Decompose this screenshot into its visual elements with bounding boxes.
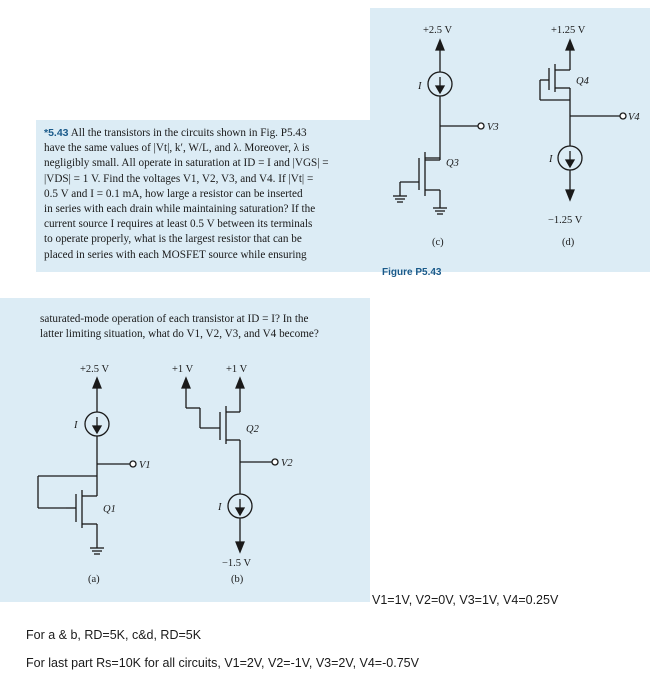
problem-cont-line-1: latter limiting situation, what do V1, V2, V3, and V4 become? <box>40 328 319 341</box>
circuit-c-supply: +2.5 V <box>423 25 453 36</box>
circuit-a-source-label: I <box>74 420 78 431</box>
problem-line-1: have the same values of |Vt|, k′, W/L, and λ. Moreover, λ is <box>44 142 310 155</box>
circuit-b <box>182 378 278 552</box>
circuit-a-transistor-label: Q1 <box>103 504 116 515</box>
circuit-b-source-label: I <box>218 502 222 513</box>
problem-cont-line-0: saturated-mode operation of each transistor at ID = I? In the <box>40 313 309 325</box>
circuit-d-caption: (d) <box>562 237 575 248</box>
circuit-d-neg-supply: −1.25 V <box>548 215 583 226</box>
answers-rd-note: For a & b, RD=5K, c&d, RD=5K <box>26 628 202 642</box>
circuit-b-supply-2: +1 V <box>226 364 248 375</box>
circuit-d-node-label: V4 <box>628 112 640 123</box>
figure-title: Figure P5.43 <box>382 267 442 278</box>
node-v2 <box>272 459 278 465</box>
circuit-a-caption: (a) <box>88 574 100 585</box>
problem-number: *5.43 <box>44 127 69 139</box>
circuit-b-supply-1: +1 V <box>172 364 194 375</box>
problem-line-0: All the transistors in the circuits shown in Fig. P5.43 <box>70 127 307 139</box>
node-v4 <box>620 113 626 119</box>
circuit-d-source-label: I <box>549 154 553 165</box>
circuit-d <box>540 40 626 200</box>
node-v3 <box>478 123 484 129</box>
circuit-b-transistor-label: Q2 <box>246 424 259 435</box>
problem-line-8: placed in series with each MOSFET source while ensuring <box>44 248 307 261</box>
circuit-b-caption: (b) <box>231 574 244 585</box>
circuit-c <box>393 40 484 214</box>
problem-line-6: current source I requires at least 0.5 V between its terminals <box>44 218 313 231</box>
answers-rs-note: For last part Rs=10K for all circuits, V1=2V, V2=-1V, V3=2V, V4=-0.75V <box>26 656 419 670</box>
circuit-b-neg-supply: −1.5 V <box>222 558 252 569</box>
problem-line-4: 0.5 V and I = 0.1 mA, how large a resistor can be inserted <box>44 187 303 200</box>
node-v1 <box>130 461 136 467</box>
problem-line-5: in series with each drain while maintaining saturation? If the <box>44 203 316 216</box>
circuit-d-transistor-label: Q4 <box>576 76 589 87</box>
circuit-c-transistor-label: Q3 <box>446 158 459 169</box>
circuit-a-node-label: V1 <box>139 460 151 471</box>
answers-first-part: V1=1V, V2=0V, V3=1V, V4=0.25V <box>372 593 559 607</box>
circuit-c-node-label: V3 <box>487 122 499 133</box>
circuit-d-supply: +1.25 V <box>551 25 586 36</box>
circuit-c-caption: (c) <box>432 237 444 248</box>
problem-line-2: negligibly small. All operate in saturation at ID = I and |VGS| = <box>44 157 329 170</box>
circuit-a <box>38 378 136 554</box>
circuit-b-node-label: V2 <box>281 458 293 469</box>
circuit-a-supply: +2.5 V <box>80 364 110 375</box>
problem-line-7: to operate properly, what is the largest resistor that can be <box>44 233 302 246</box>
circuit-c-source-label: I <box>418 81 422 92</box>
problem-line-3: |VDS| = 1 V. Find the voltages V1, V2, V3, and V4. If |Vt| = <box>44 172 314 185</box>
